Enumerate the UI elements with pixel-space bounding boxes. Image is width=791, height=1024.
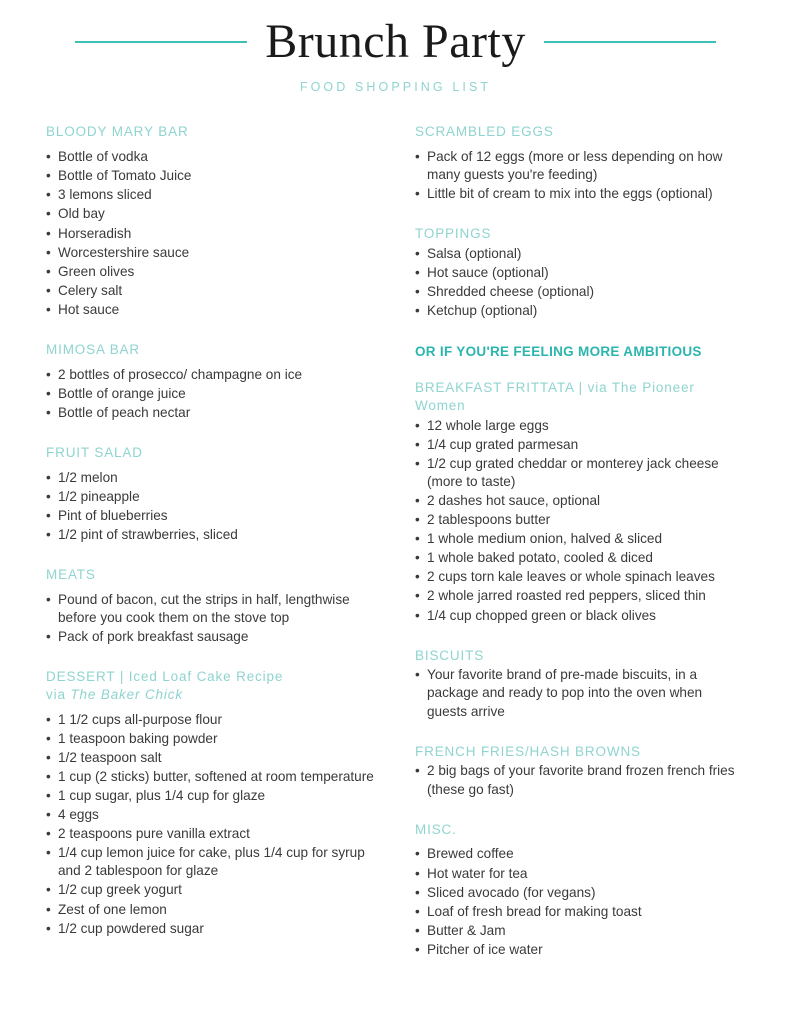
list-item: • Bottle of Tomato Juice — [46, 167, 382, 185]
list-item: • Old bay — [46, 205, 382, 223]
list-item: • Celery salt — [46, 282, 382, 300]
list-item: • Bottle of vodka — [46, 148, 382, 166]
section-misc — [415, 821, 745, 959]
list-item: • Your favorite brand of pre-made biscuits, in a package and ready to pop into the oven when guests arrive — [415, 666, 745, 720]
list-item: • 12 whole large eggs — [415, 417, 745, 435]
content-columns — [46, 123, 745, 960]
section-fruit-salad — [46, 444, 382, 544]
list-item: • Pitcher of ice water — [415, 941, 745, 959]
section-heading: BLOODY MARY BAR — [46, 124, 189, 140]
left-column — [46, 123, 394, 938]
section-heading: MEATS — [46, 567, 96, 583]
callout-text: OR IF YOU'RE FEELING MORE AMBITIOUS — [415, 343, 702, 359]
item-list — [415, 666, 745, 720]
list-item: • Pack of 12 eggs (more or less depending on how many guests you're feeding) — [415, 148, 745, 184]
list-item: • Pint of blueberries — [46, 507, 382, 525]
list-item: • 2 tablespoons butter — [415, 511, 745, 529]
section-dessert — [46, 668, 382, 938]
title-rule-left — [75, 41, 247, 43]
item-list — [415, 245, 745, 320]
list-item: • Zest of one lemon — [46, 901, 382, 919]
list-item: • Loaf of fresh bread for making toast — [415, 903, 745, 921]
title-rule-right — [544, 41, 716, 43]
item-list — [46, 591, 382, 646]
section-ambitious-callout — [415, 343, 745, 361]
list-item: • 1/2 cup greek yogurt — [46, 881, 382, 899]
list-item: • Green olives — [46, 263, 382, 281]
right-column — [394, 123, 745, 960]
section-french-fries-hash-browns — [415, 743, 745, 799]
list-item: • 4 eggs — [46, 806, 382, 824]
section-scrambled-eggs — [415, 123, 745, 203]
list-item: • 1 whole medium onion, halved & sliced — [415, 530, 745, 548]
section-heading-line1: DESSERT | Iced Loaf Cake Recipe — [46, 669, 284, 685]
via-label: via — [46, 686, 71, 702]
item-list — [415, 845, 745, 958]
list-item: • 1/4 cup grated parmesan — [415, 436, 745, 454]
list-item: • 2 whole jarred roasted red peppers, sliced thin — [415, 587, 745, 605]
list-item: • Brewed coffee — [415, 845, 745, 863]
section-breakfast-frittata — [415, 379, 745, 624]
list-item: • Hot sauce (optional) — [415, 264, 745, 282]
section-toppings — [415, 225, 745, 320]
item-list — [46, 148, 382, 319]
list-item: • 1 cup (2 sticks) butter, softened at room temperature — [46, 768, 382, 786]
section-mimosa-bar — [46, 341, 382, 422]
page-title: Brunch Party — [265, 15, 526, 68]
item-list — [415, 417, 745, 625]
section-heading: FRENCH FRIES/HASH BROWNS — [415, 743, 641, 759]
list-item: • 1/2 melon — [46, 469, 382, 487]
list-item: • 1/2 pineapple — [46, 488, 382, 506]
page-header — [46, 0, 745, 94]
list-item: • 1/2 cup powdered sugar — [46, 920, 382, 938]
list-item: • Worcestershire sauce — [46, 244, 382, 262]
list-item: • 2 big bags of your favorite brand frozen french fries (these go fast) — [415, 762, 745, 798]
list-item: • Bottle of peach nectar — [46, 404, 382, 422]
section-heading: MIMOSA BAR — [46, 341, 141, 357]
section-heading: BREAKFAST FRITTATA | via The Pioneer Women — [415, 380, 695, 413]
list-item: • Bottle of orange juice — [46, 385, 382, 403]
list-item: • 1/4 cup lemon juice for cake, plus 1/4 cup for syrup and 2 tablespoon for glaze — [46, 844, 382, 880]
list-item: • Shredded cheese (optional) — [415, 283, 745, 301]
item-list — [46, 469, 382, 544]
page-subtitle: FOOD SHOPPING LIST — [299, 80, 492, 95]
list-item: • 1 whole baked potato, cooled & diced — [415, 549, 745, 567]
list-item: • Salsa (optional) — [415, 245, 745, 263]
section-heading: FRUIT SALAD — [46, 444, 143, 460]
list-item: • 1 1/2 cups all-purpose flour — [46, 711, 382, 729]
list-item: • Hot sauce — [46, 301, 382, 319]
list-item: • 2 teaspoons pure vanilla extract — [46, 825, 382, 843]
item-list — [415, 148, 745, 203]
list-item: • 2 cups torn kale leaves or whole spinach leaves — [415, 568, 745, 586]
section-heading: SCRAMBLED EGGS — [415, 124, 554, 140]
list-item: • Ketchup (optional) — [415, 302, 745, 320]
section-heading: MISC. — [415, 821, 457, 837]
section-bloody-mary-bar — [46, 123, 382, 319]
list-item: • 1 cup sugar, plus 1/4 cup for glaze — [46, 787, 382, 805]
list-item: • Butter & Jam — [415, 922, 745, 940]
list-item: • Sliced avocado (for vegans) — [415, 884, 745, 902]
section-heading: BISCUITS — [415, 647, 485, 663]
item-list — [415, 762, 745, 798]
list-item: • 2 bottles of prosecco/ champagne on ice — [46, 366, 382, 384]
list-item: • 1 teaspoon baking powder — [46, 730, 382, 748]
list-item: • Horseradish — [46, 225, 382, 243]
section-heading-line2 — [46, 686, 382, 704]
title-row — [46, 17, 745, 67]
item-list — [46, 711, 382, 938]
list-item: • Little bit of cream to mix into the eggs (optional) — [415, 185, 745, 203]
list-item: • 1/2 teaspoon salt — [46, 749, 382, 767]
list-item: • 1/4 cup chopped green or black olives — [415, 607, 745, 625]
list-item: • Hot water for tea — [415, 865, 745, 883]
list-item: • 1/2 cup grated cheddar or monterey jack cheese (more to taste) — [415, 455, 745, 491]
list-item: • 1/2 pint of strawberries, sliced — [46, 526, 382, 544]
list-item: • 3 lemons sliced — [46, 186, 382, 204]
source-name: The Baker Chick — [70, 686, 183, 702]
section-heading — [46, 668, 382, 704]
item-list — [46, 366, 382, 422]
list-item: • 2 dashes hot sauce, optional — [415, 492, 745, 510]
list-item: • Pack of pork breakfast sausage — [46, 628, 382, 646]
section-meats — [46, 566, 382, 646]
list-item: • Pound of bacon, cut the strips in half, lengthwise before you cook them on the stove top — [46, 591, 382, 627]
section-heading: TOPPINGS — [415, 226, 492, 242]
section-biscuits — [415, 647, 745, 721]
